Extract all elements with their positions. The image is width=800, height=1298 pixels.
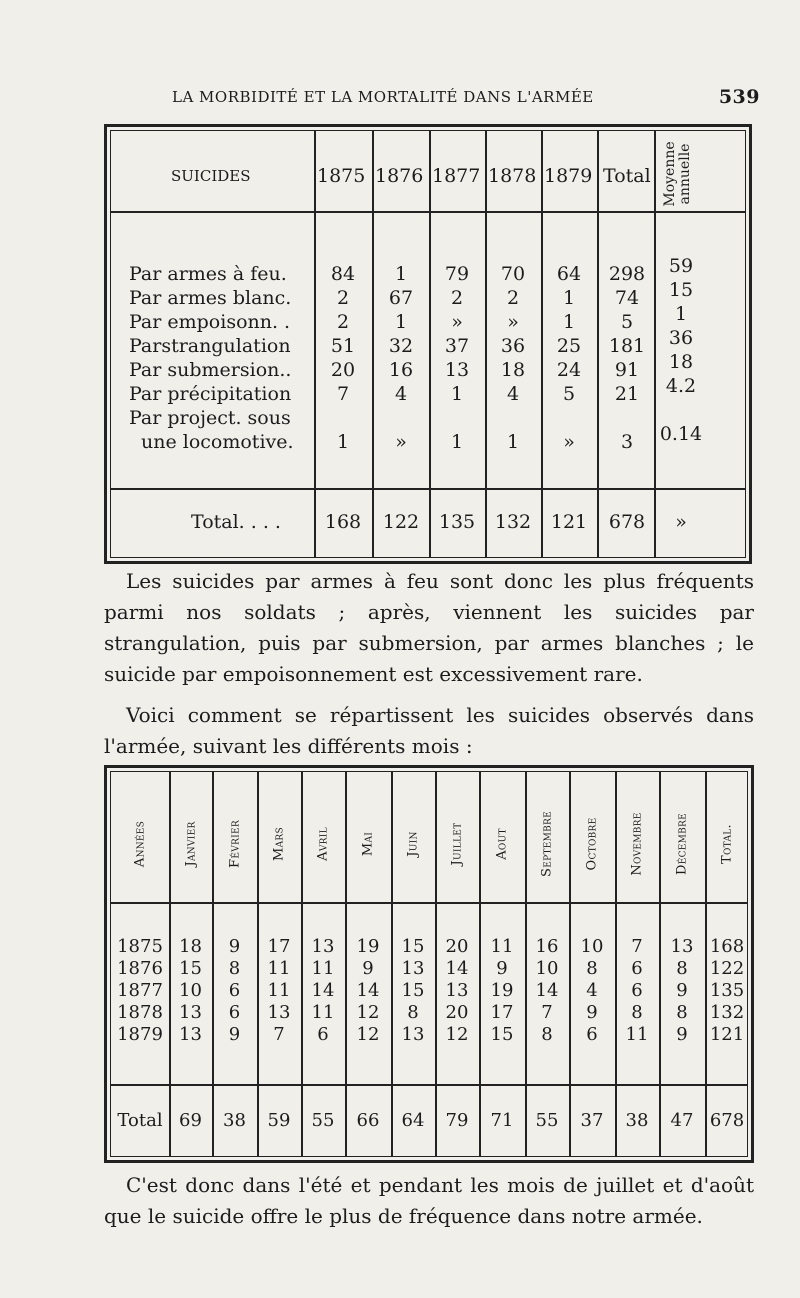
t2-month-header: [659, 780, 705, 908]
t1-col-rule: [372, 131, 374, 557]
t1-row-total: 181: [608, 335, 646, 357]
t2-cell: 6: [228, 1002, 241, 1023]
t1-row-total: 5: [620, 311, 634, 333]
t1-col-rule: [597, 131, 599, 557]
t2-cell: 15: [401, 936, 425, 957]
t2-cell: 15: [401, 980, 425, 1001]
t1-row-average: 1: [674, 303, 688, 325]
t2-cell: 13: [401, 958, 425, 979]
t2-cell: 15: [490, 1024, 514, 1045]
t1-cell: 2: [336, 311, 350, 333]
t2-cell: 10: [580, 936, 604, 957]
t1-cell: 2: [506, 287, 520, 309]
t2-cell: 17: [267, 936, 291, 957]
t1-total-cell: 168: [324, 511, 362, 533]
t1-row-average: 4.2: [665, 375, 697, 397]
t2-total-cell: 55: [311, 1110, 335, 1131]
t2-cell: 6: [317, 1024, 329, 1045]
t2-total-cell: 47: [670, 1110, 694, 1131]
t1-cell: 70: [500, 263, 526, 285]
t1-row-average: 36: [668, 327, 694, 349]
t2-month-header: [391, 780, 435, 908]
paragraph-conclusion: C'est donc dans l'été et pendant les mois de juillet et d'août que le suicide offre le plus de fréquence dans notre armée.: [104, 1173, 754, 1228]
t2-cell: 13: [401, 1024, 425, 1045]
t1-cell: 25: [556, 335, 582, 357]
t2-total-cell: 38: [223, 1110, 246, 1131]
t2-month-header-text: Avril: [315, 827, 331, 861]
page-number: 539: [718, 86, 760, 108]
t2-month-header-text: Années: [132, 820, 148, 868]
t1-cell: 67: [388, 287, 414, 309]
suicides-by-method-table: [104, 124, 752, 564]
t1-row-label: Par submersion..: [129, 359, 292, 381]
t1-cell: 1: [562, 311, 576, 333]
t2-total-cell: 37: [580, 1110, 604, 1131]
t2-total-cell: 678: [709, 1110, 745, 1131]
t2-year-cell: 1879: [117, 1024, 163, 1045]
t1-row-average: 59: [668, 255, 694, 277]
t2-cell: 9: [496, 958, 508, 979]
t1-total-cell: 122: [382, 511, 420, 533]
t2-cell: 14: [445, 958, 469, 979]
t2-cell: 6: [586, 1024, 598, 1045]
t2-cell: 6: [631, 958, 643, 979]
t2-year-cell: 1878: [117, 1002, 163, 1023]
t2-month-header: [111, 780, 169, 908]
t2-cell: 12: [445, 1024, 469, 1045]
t2-month-header: [525, 780, 569, 908]
t2-cell: 121: [709, 1024, 745, 1045]
t2-cell: 7: [273, 1024, 285, 1045]
t2-cell: 9: [586, 1002, 598, 1023]
t1-year-header: 1875: [317, 165, 366, 187]
t2-year-cell: 1876: [117, 958, 163, 979]
t1-row-total: 74: [614, 287, 640, 309]
average-header-text: [663, 141, 693, 206]
t1-cell: 16: [388, 359, 414, 381]
paragraph-methods-commentary: Les suicides par armes à feu sont donc les plus fréquents parmi nos soldats ; après, viennent les suicides par strangulation, puis par submersion, par armes blanches ; le suicide par empoisonnement est excessivement rare.: [104, 569, 754, 686]
t2-cell: 14: [535, 980, 559, 1001]
t2-cell: 9: [676, 980, 688, 1001]
t1-cell: 1: [450, 431, 464, 453]
t1-cell: 18: [500, 359, 526, 381]
t2-month-header: [705, 780, 749, 908]
t2-cell: 10: [179, 980, 202, 1001]
t2-month-header-text: Mai: [360, 831, 376, 857]
t2-month-header-text: Novembre: [629, 812, 645, 876]
t2-cell: 8: [228, 958, 241, 979]
t1-total-header: Total: [603, 165, 651, 187]
t2-cell: 11: [311, 1002, 335, 1023]
t1-row-label-cont: une locomotive.: [141, 431, 294, 453]
t1-cell: 1: [450, 383, 464, 405]
t2-month-header-text: Octobre: [584, 817, 600, 871]
t2-cell: 11: [267, 958, 291, 979]
t1-cell: 1: [394, 311, 408, 333]
t1-total-cell: 135: [438, 511, 476, 533]
suicides-by-month-table: [104, 765, 754, 1163]
t2-cell: 8: [407, 1002, 419, 1023]
t2-cell: 13: [179, 1002, 202, 1023]
t1-year-header: 1877: [432, 165, 481, 187]
t2-year-cell: 1877: [117, 980, 163, 1001]
t2-month-header-text: Décembre: [674, 812, 690, 876]
t2-cell: 8: [676, 958, 688, 979]
t2-year-cell: 1875: [117, 936, 163, 957]
t1-average-header: [663, 137, 693, 211]
t1-cell: 51: [330, 335, 356, 357]
t1-cell: 2: [450, 287, 464, 309]
t1-header-rule: [111, 211, 745, 213]
t1-total-average: »: [675, 511, 687, 533]
t2-total-cell: 59: [267, 1110, 291, 1131]
avg-label-line2: annuelle: [677, 143, 693, 205]
running-title: LA MORBIDITÉ ET LA MORTALITÉ DANS L'ARMÉE: [172, 88, 594, 106]
t1-row-total: 91: [614, 359, 640, 381]
t2-month-header: [345, 780, 391, 908]
t1-cell: »: [563, 431, 575, 453]
t1-cell: 1: [394, 263, 408, 285]
t1-grand-total: 678: [608, 511, 646, 533]
t2-month-header-text: Septembre: [539, 811, 555, 877]
t2-cell: 7: [631, 936, 643, 957]
avg-label-line1: Moyenne: [662, 141, 678, 207]
t1-row-total: 21: [614, 383, 640, 405]
t1-cell: 20: [330, 359, 356, 381]
t2-total-label: Total: [117, 1110, 163, 1131]
t1-cell: 84: [330, 263, 356, 285]
t1-cell: 4: [506, 383, 520, 405]
t1-cell: 5: [562, 383, 576, 405]
t2-month-header: [169, 780, 212, 908]
t2-month-header-text: Janvier: [183, 821, 198, 867]
t1-row-average: 0.14: [659, 423, 703, 445]
t2-cell: 19: [490, 980, 514, 1001]
t1-cell: 1: [562, 287, 576, 309]
t2-total-cell: 79: [445, 1110, 469, 1131]
t1-total-cell: 121: [550, 511, 588, 533]
t2-cell: 9: [676, 1024, 688, 1045]
t1-cell: 7: [336, 383, 350, 405]
t2-month-header-text: Total.: [719, 824, 735, 864]
t1-col-label: SUICIDES: [171, 167, 251, 185]
t1-row-label: Par armes à feu.: [129, 263, 287, 285]
t2-cell: 168: [709, 936, 745, 957]
t2-cell: 12: [356, 1024, 380, 1045]
t2-total-cell: 69: [179, 1110, 202, 1131]
t1-cell: 32: [388, 335, 414, 357]
t2-month-header-text: Juillet: [449, 822, 465, 866]
t1-year-header: 1876: [375, 165, 424, 187]
t1-cell: »: [451, 311, 463, 333]
t2-month-header: [615, 780, 659, 908]
t1-cell: 1: [506, 431, 520, 453]
t1-row-label: Par armes blanc.: [129, 287, 292, 309]
t2-cell: 8: [541, 1024, 553, 1045]
paragraph-monthly-intro: Voici comment se répartissent les suicides observés dans l'armée, suivant les différents mois :: [104, 703, 754, 758]
t1-cell: »: [507, 311, 519, 333]
t2-cell: 20: [445, 936, 469, 957]
t2-cell: 7: [541, 1002, 553, 1023]
t2-cell: 9: [362, 958, 374, 979]
t1-cell: 24: [556, 359, 582, 381]
t2-cell: 14: [311, 980, 335, 1001]
t1-cell: 36: [500, 335, 526, 357]
t2-total-cell: 55: [535, 1110, 559, 1131]
t2-total-cell: 71: [490, 1110, 514, 1131]
t1-year-header: 1878: [488, 165, 537, 187]
t2-cell: 9: [228, 1024, 241, 1045]
t2-month-header: [435, 780, 479, 908]
t1-row-label: Par project. sous: [129, 407, 291, 429]
t2-cell: 6: [228, 980, 241, 1001]
t2-month-header-text: Juin: [405, 831, 421, 857]
t2-month-header-text: Mars: [271, 827, 287, 861]
t2-total-cell: 66: [356, 1110, 380, 1131]
t2-cell: 19: [356, 936, 380, 957]
t2-month-header: [569, 780, 615, 908]
t1-cell: 37: [444, 335, 470, 357]
t1-cell: 13: [444, 359, 470, 381]
t2-cell: 122: [709, 958, 745, 979]
t2-cell: 135: [709, 980, 745, 1001]
t2-cell: 13: [311, 936, 335, 957]
t2-cell: 8: [586, 958, 598, 979]
t1-row-total: 3: [620, 431, 634, 453]
t2-cell: 11: [490, 936, 514, 957]
t2-cell: 8: [676, 1002, 688, 1023]
t2-month-header-text: Février: [227, 820, 242, 868]
t2-cell: 16: [535, 936, 559, 957]
t2-cell: 4: [586, 980, 598, 1001]
t1-row-label: Par précipitation: [129, 383, 292, 405]
t2-cell: 11: [311, 958, 335, 979]
t1-row-total: 298: [608, 263, 646, 285]
t1-cell: 2: [336, 287, 350, 309]
t1-total-rule: [111, 488, 745, 490]
t2-cell: 13: [670, 936, 694, 957]
t1-total-label: Total. . . .: [191, 511, 281, 533]
t2-cell: 12: [356, 1002, 380, 1023]
t2-cell: 13: [445, 980, 469, 1001]
t2-cell: 18: [179, 936, 202, 957]
t1-row-average: 18: [668, 351, 694, 373]
t1-cell: 64: [556, 263, 582, 285]
t1-row-average: 15: [668, 279, 694, 301]
t1-cell: 79: [444, 263, 470, 285]
t2-cell: 6: [631, 980, 643, 1001]
t2-month-header: [479, 780, 525, 908]
t1-total-cell: 132: [494, 511, 532, 533]
t2-cell: 132: [709, 1002, 745, 1023]
t2-total-cell: 64: [401, 1110, 425, 1131]
t2-cell: 20: [445, 1002, 469, 1023]
t2-cell: 11: [625, 1024, 649, 1045]
t2-total-cell: 38: [625, 1110, 649, 1131]
t1-year-header: 1879: [544, 165, 593, 187]
t2-cell: 14: [356, 980, 380, 1001]
t2-month-header: [257, 780, 301, 908]
t2-total-rule: [111, 1084, 747, 1086]
t2-cell: 13: [179, 1024, 202, 1045]
t1-cell: »: [395, 431, 407, 453]
t2-cell: 13: [267, 1002, 291, 1023]
t2-cell: 9: [228, 936, 241, 957]
t2-cell: 10: [535, 958, 559, 979]
t2-cell: 8: [631, 1002, 643, 1023]
t2-cell: 17: [490, 1002, 514, 1023]
t2-month-header: [301, 780, 345, 908]
page-header: [160, 86, 760, 110]
t2-month-header: [212, 780, 257, 908]
t2-cell: 11: [267, 980, 291, 1001]
t1-cell: 1: [336, 431, 350, 453]
t2-cell: 15: [179, 958, 202, 979]
t1-col-rule: [314, 131, 316, 557]
t1-row-label: Parstrangulation: [129, 335, 291, 357]
t1-row-label: Par empoisonn. .: [129, 311, 291, 333]
t1-cell: 4: [394, 383, 408, 405]
t1-col-rule: [654, 131, 656, 557]
t2-month-header-text: Aout: [494, 828, 510, 860]
